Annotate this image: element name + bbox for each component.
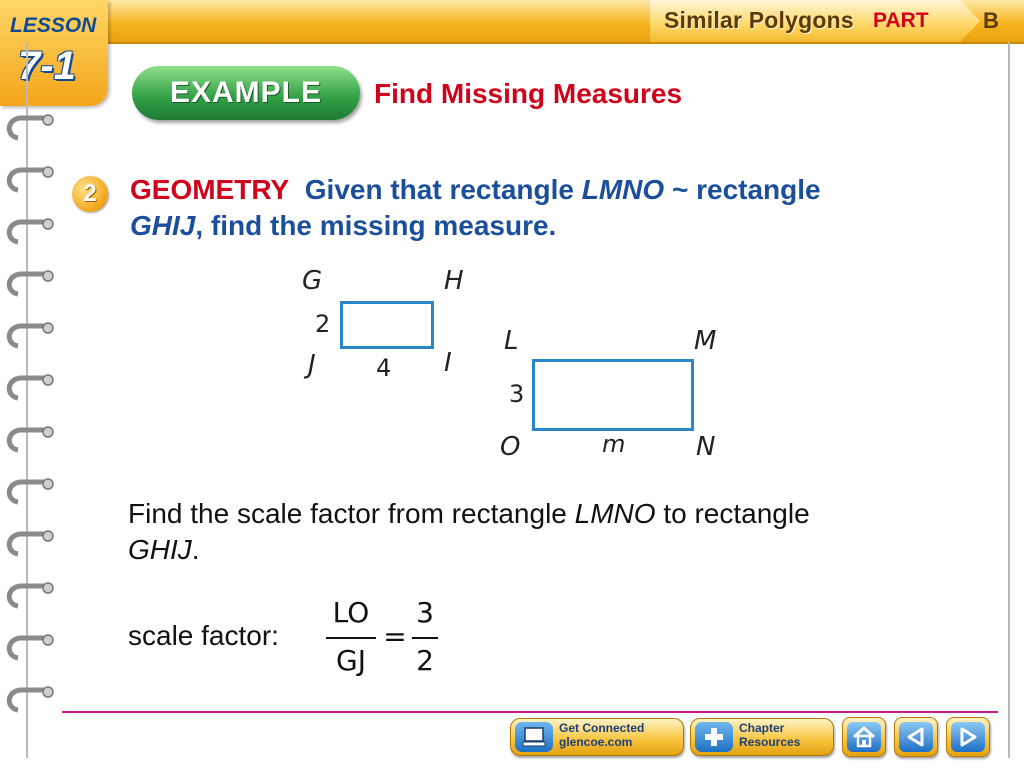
problem-line-1 xyxy=(130,174,821,206)
side-lo-label: 3 xyxy=(509,380,525,408)
binder-ring-icon xyxy=(4,424,54,454)
binder-ring-icon xyxy=(4,528,54,558)
instruction-text-1: Find the scale factor from rectangle xyxy=(128,498,575,529)
chapter-resources-text xyxy=(739,721,800,749)
binder-ring-icon xyxy=(4,684,54,714)
chapter-label: Chapter xyxy=(739,721,785,735)
problem-name-1: LMNO xyxy=(581,174,665,205)
arrow-right-icon xyxy=(951,722,985,752)
instruction-line-2 xyxy=(128,534,200,566)
fraction-numerator-3: 3 xyxy=(416,596,434,629)
binder-ring-icon xyxy=(4,372,54,402)
part-label: PART xyxy=(873,9,929,32)
fraction-bar-left xyxy=(326,637,376,639)
fraction-numerator-lo: LO xyxy=(332,596,370,629)
get-connected-label: Get Connected xyxy=(559,721,645,735)
problem-topic: GEOMETRY xyxy=(130,174,290,205)
arrow-left-icon xyxy=(899,722,933,752)
computer-icon xyxy=(515,722,553,752)
fraction-denominator-gj: GJ xyxy=(336,644,366,677)
problem-text-3: , find the missing measure. xyxy=(195,210,557,241)
example-title: Find Missing Measures xyxy=(374,78,683,109)
vertex-o: O xyxy=(500,432,521,462)
instruction-end: . xyxy=(191,534,200,565)
get-connected-text xyxy=(559,721,644,749)
example-number: 2 xyxy=(83,180,97,207)
binder-ring-icon xyxy=(4,632,54,662)
plus-icon xyxy=(695,722,733,752)
side-gj-label: 2 xyxy=(315,310,331,338)
binder-ring-icon xyxy=(4,216,54,246)
lesson-number: 7-1 xyxy=(18,44,76,88)
equals-sign: = xyxy=(383,620,407,653)
instruction-name-1: LMNO xyxy=(574,498,656,529)
vertex-n: N xyxy=(696,432,716,462)
home-icon xyxy=(847,722,881,752)
side-ji-label: 4 xyxy=(376,354,392,382)
chapter-resources-button[interactable] xyxy=(690,718,834,756)
binder-ring-icon xyxy=(4,580,54,610)
rectangle-lmno xyxy=(532,359,694,431)
footer-divider xyxy=(62,711,998,713)
instruction-text-2: to rectangle xyxy=(655,498,810,529)
part-letter: B xyxy=(983,8,999,33)
fraction-bar-right xyxy=(412,637,438,639)
problem-text-1: Given that rectangle xyxy=(304,174,582,205)
vertex-l: L xyxy=(504,326,519,356)
vertex-i: I xyxy=(444,348,452,378)
lesson-word: LESSON xyxy=(10,14,97,37)
vertex-j: J xyxy=(308,350,316,380)
next-button[interactable] xyxy=(946,717,990,757)
scale-factor-label: scale factor: xyxy=(128,620,279,651)
binder-ring-icon xyxy=(4,112,54,142)
example-label: EXAMPLE xyxy=(169,76,323,109)
fraction-denominator-2: 2 xyxy=(416,644,434,677)
previous-button[interactable] xyxy=(894,717,938,757)
vertex-g: G xyxy=(302,266,323,296)
get-connected-button[interactable] xyxy=(510,718,684,756)
binder-ring-icon xyxy=(4,320,54,350)
example-badge xyxy=(132,66,360,120)
instruction-name-2: GHIJ xyxy=(128,534,192,565)
vertex-m: M xyxy=(694,326,717,356)
side-on-label: m xyxy=(602,430,626,458)
problem-text-2: rectangle xyxy=(696,174,821,205)
problem-line-2 xyxy=(130,210,556,242)
instruction-line-1 xyxy=(128,498,810,530)
problem-name-2: GHIJ xyxy=(130,210,196,241)
vertex-h: H xyxy=(444,266,464,296)
glencoe-label: glencoe.com xyxy=(559,735,633,749)
problem-tilde: ~ xyxy=(664,174,697,205)
binder-ring-icon xyxy=(4,476,54,506)
binder-ring-icon xyxy=(4,164,54,194)
resources-label: Resources xyxy=(739,735,801,749)
binder-ring-icon xyxy=(4,268,54,298)
home-button[interactable] xyxy=(842,717,886,757)
lesson-title: Similar Polygons xyxy=(664,7,854,33)
example-number-badge xyxy=(72,176,108,212)
rectangle-ghij xyxy=(340,301,434,349)
